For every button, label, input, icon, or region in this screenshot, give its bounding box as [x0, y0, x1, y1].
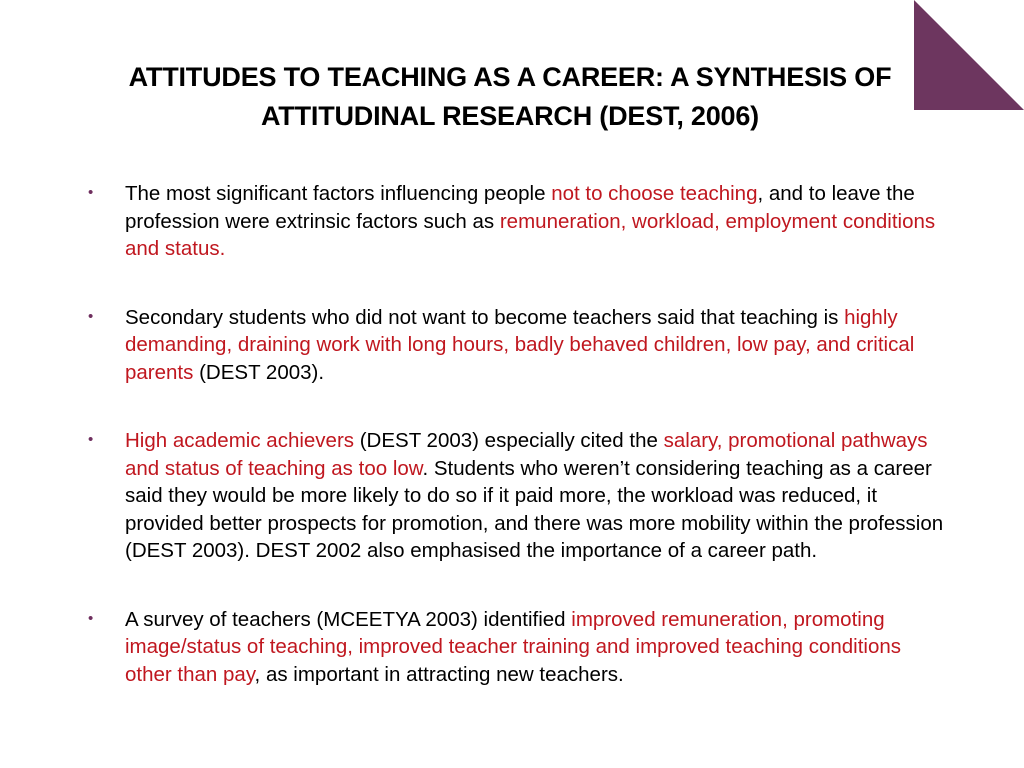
bullet-text	[125, 606, 948, 689]
bullet-text	[125, 304, 948, 387]
highlighted-text-segment: salary, promotional pathways and status of teaching as too low	[125, 429, 928, 480]
bullet-list	[88, 180, 948, 688]
bullet-item-extrinsic-factors	[88, 180, 948, 263]
highlighted-text-segment: highly demanding, draining work with long hours, badly behaved children, low pay, and critical parents	[125, 305, 915, 384]
slide-title-line-2: ATTITUDINAL RESEARCH (DEST, 2006)	[261, 101, 759, 131]
highlighted-text-segment: High academic achievers	[125, 429, 355, 452]
bullet-text-segment: Secondary students who did not want to become teachers said that teaching is	[125, 305, 845, 329]
bullet-dot-icon: •	[88, 431, 94, 448]
bullet-text-segment: (DEST 2003) especially cited the	[354, 429, 664, 452]
bullet-text	[125, 180, 948, 263]
highlighted-text-segment: not to choose teaching	[551, 182, 758, 205]
bullet-dot-icon: •	[88, 184, 94, 201]
bullet-item-secondary-students	[88, 304, 948, 387]
bullet-text-segment: The most significant factors influencing people	[125, 182, 552, 205]
bullet-item-high-achievers	[88, 427, 948, 565]
bullet-dot-icon: •	[88, 609, 94, 627]
bullet-text-segment: , and to leave the profession were extrinsic factors such as	[125, 182, 915, 233]
highlighted-text-segment: improved remuneration, promoting image/status of teaching, improved teacher training and improved teaching conditions other than pay	[125, 607, 902, 686]
bullet-text-segment: . Students who weren’t considering teaching as a career said they would be more likely to do so if it paid more, the workload was reduced, it provided better prospects for promotion, and there was more mobility within the profession (DEST 2003). DEST 2002 also emphasised the importance of a career path.	[125, 456, 944, 562]
bullet-text-segment: A survey of teachers (MCEETYA 2003) identified	[125, 607, 572, 631]
bullet-dot-icon: •	[88, 307, 94, 325]
bullet-text-segment: (DEST 2003).	[193, 360, 325, 384]
bullet-item-teacher-survey	[88, 606, 948, 689]
bullet-text	[125, 427, 948, 565]
slide-title	[70, 58, 950, 136]
highlighted-text-segment: remuneration, workload, employment conditions and status.	[125, 209, 936, 260]
slide-title-line-1: ATTITUDES TO TEACHING AS A CAREER: A SYNTHESIS OF	[128, 62, 892, 92]
bullet-text-segment: , as important in attracting new teachers.	[254, 662, 624, 686]
